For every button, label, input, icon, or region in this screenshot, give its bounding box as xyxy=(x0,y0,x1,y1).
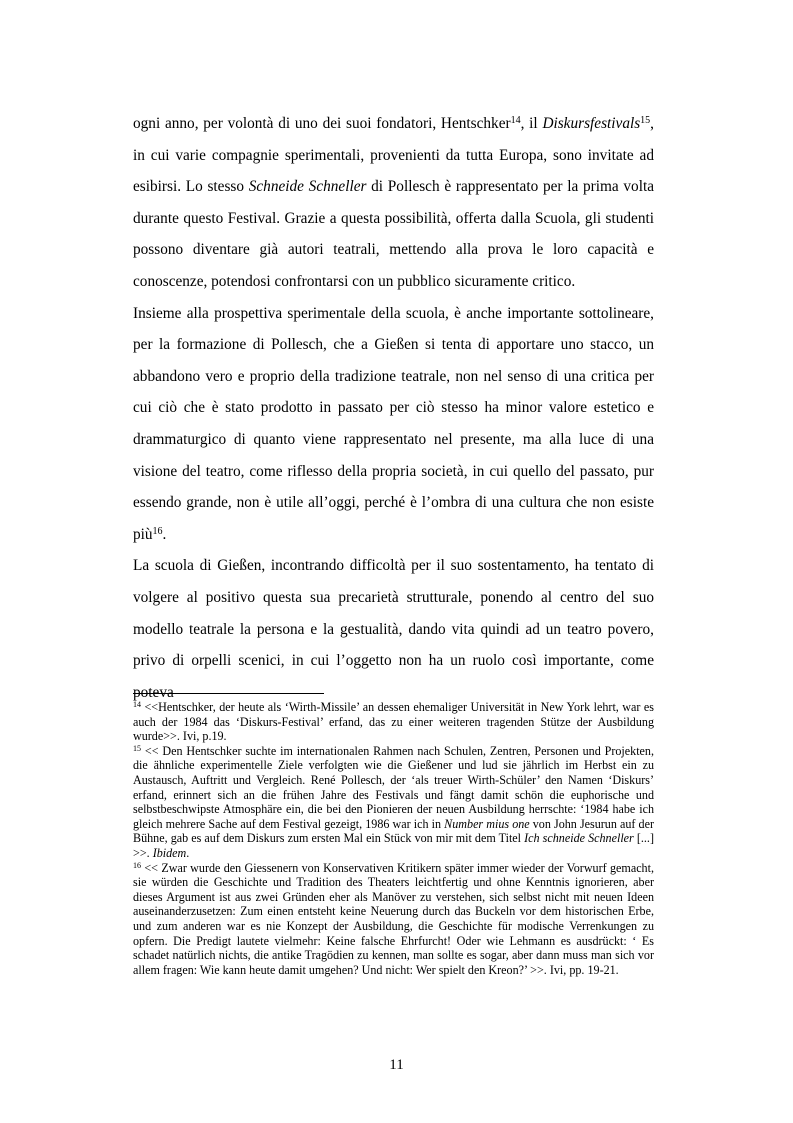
footnote-separator xyxy=(133,693,324,694)
italic-title: Schneide Schneller xyxy=(248,178,367,196)
footnotes xyxy=(133,700,654,977)
footnote-16: $^{16}$ << Zwar wurde den Giessenern von Konservativen Kritikern später immer wieder der Vorwurf gemacht, sie würden die Geschichte und Tradition des Theaters leichtfertig und ohne Kenntnis ignorieren, aber dieses Argument ist aus zwei Gründen eher als Manöver zu verstehen, sich selbst nicht mit neuen Ideen auseinanderzusetzen: Zum einen entsteht keine Neuerung durch das Buckeln vor dem historischen Erbe, und zum anderen war es nie Konzept der Ausbildung, die Geschichte für modische Verrenkungen zu opfern. Die Predigt lautete vielmehr: Keine falsche Ehrfurcht! Oder wie Lehmann es ausdrückt: ‘ Es schadet natürlich nichts, die antike Tragödien zu kennen, man sollte es sogar, aber dann muss man sich vor allem fragen: Wie kann heute damit umgehen? Und nicht: Wer spielt den Kreon?’ >>. Ivi, pp. 19-21. xyxy=(133,860,654,977)
footnote-ref-14[interactable]: 14 xyxy=(510,115,521,126)
footnote-number: 15 xyxy=(133,743,141,753)
footnote-14: $^{14}$ <<Hentschker, der heute als ‘Wirth-Missile’ an dessen ehemaliger Universität in New York lehrt, war es auch der 1984 das ‘Diskurs-Festival’ erfand, das zu einer weiteren tragenden Stütze der Ausbildung wurde>>. Ivi, p.19. xyxy=(133,700,654,744)
footnote-ref-15[interactable]: 15 xyxy=(640,115,651,126)
paragraph-2: Insieme alla prospettiva sperimentale della scuola, è anche importante sottolineare, per la formazione di Pollesch, che a Gießen si tenta di apportare uno stacco, un abbandono vero e proprio della tradizione teatrale, non nel senso di una critica per cui ciò che è stato prodotto in passato per ciò stesso ha minor valore estetico e drammaturgico di quanto viene rappresentato nel presente, ma alla luce di una visione del teatro, come riflesso della propria società, in cui quello del passato, pur essendo grande, non è utile all’oggi, perché è l’ombra di una cultura che non esiste più$^{16}$. xyxy=(133,304,654,543)
footnote-ref-16[interactable]: 16 xyxy=(152,525,163,537)
paragraph-3: La scuola di Gießen, incontrando difficoltà per il suo sostentamento, ha tentato di volgere al positivo questa sua precarietà strutturale, ponendo al centro del suo modello teatrale la persona e la gestualità, dando vita quindi ad un teatro povero, privo di orpelli scenici, in cui l’oggetto non ha un ruolo così importante, come poteva xyxy=(133,557,654,701)
footnote-number: 14 xyxy=(133,700,141,709)
italic-term: Diskursfestivals xyxy=(542,115,641,132)
footnote-15: $^{15}$ << Den Hentschker suchte im internationalen Rahmen nach Schulen, Zentren, Personen und Projekten, die ähnliche experimentelle Ziele verfolgten wie die Gießener und lud sie jährlich im Herbst ein zu Austausch, Auftritt und Vergleich. René Pollesch, der ‘als treuer Wirth-Schüler’ den Namen ‘Diskurs’ erfand, erinnert sich an die frühen Jahre des Festivals und fängt damit schön die euphorische und selbstbeschwipste Atmosphäre ein, die bei den Pionieren der neuen Ausbildung herrschte: ‘1984 habe ich gleich mehrere Sache auf dem Festival gezeigt, 1986 war ich in Number mius one von John Jesurun auf der Bühne, gab es auf dem Diskurs zum ersten Mal ein Stück von mir mit dem Titel Ich schneide Schneller [...] >>. Ibidem. xyxy=(133,743,654,860)
page-number: 11 xyxy=(389,1057,404,1073)
paragraph-1: ogni anno, per volontà di uno dei suoi fondatori, Hentschker$^{14}$, il Diskursfestivals$^{15}$, in cui varie compagnie sperimentali, provenienti da tutta Europa, sono invitate ad esibirsi. Lo stesso Schneide Schneller di Pollesch è rappresentato per la prima volta durante questo Festival. Grazie a questa possibilità, offerta dalla Scuola, gli studenti possono diventare già autori teatrali, mettendo alla prova le loro capacità e conoscenze, potendosi confrontarsi con un pubblico sicuramente critico. xyxy=(133,115,654,290)
body-text xyxy=(133,108,654,708)
footnote-number: 16 xyxy=(133,860,141,870)
